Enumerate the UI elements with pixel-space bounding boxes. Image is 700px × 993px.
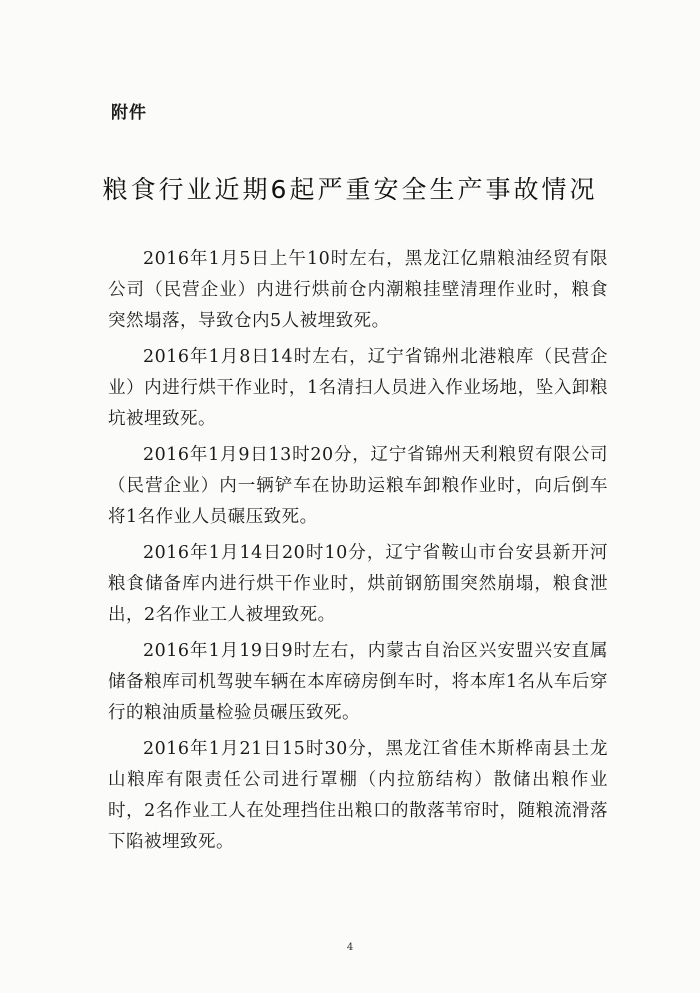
paragraph: 2016年1月9日13时20分，辽宁省锦州天利粮贸有限公司（民营企业）内一辆铲车在协助运粮车卸粮作业时，向后倒车将1名作业人员碾压致死。	[108, 445, 608, 527]
paragraph: 2016年1月5日上午10时左右，黑龙江亿鼎粮油经贸有限公司（民营企业）内进行烘前仓内潮粮挂壁清理作业时，粮食突然塌落，导致仓内5人被埋致死。	[108, 249, 608, 331]
document-body	[108, 244, 608, 863]
page-number: 4	[346, 942, 354, 953]
attachment-label: 附件	[111, 103, 147, 123]
paragraph: 2016年1月19日9时左右，内蒙古自治区兴安盟兴安直属储备粮库司机驾驶车辆在本库磅房倒车时，将本库1名从车后穿行的粮油质量检验员碾压致死。	[108, 641, 608, 723]
paragraph: 2016年1月8日14时左右，辽宁省锦州北港粮库（民营企业）内进行烘干作业时，1名清扫人员进入作业场地，坠入卸粮坑被埋致死。	[108, 347, 608, 429]
document-title: 粮食行业近期6起严重安全生产事故情况	[102, 175, 598, 204]
paragraph: 2016年1月21日15时30分，黑龙江省佳木斯桦南县土龙山粮库有限责任公司进行罩棚（内拉筋结构）散储出粮作业时，2名作业工人在处理挡住出粮口的散落苇帘时，随粮流滑落下陷被埋致死。	[108, 739, 608, 852]
paragraph: 2016年1月14日20时10分，辽宁省鞍山市台安县新开河粮食储备库内进行烘干作业时，烘前钢筋围突然崩塌，粮食泄出，2名作业工人被埋致死。	[108, 543, 608, 625]
